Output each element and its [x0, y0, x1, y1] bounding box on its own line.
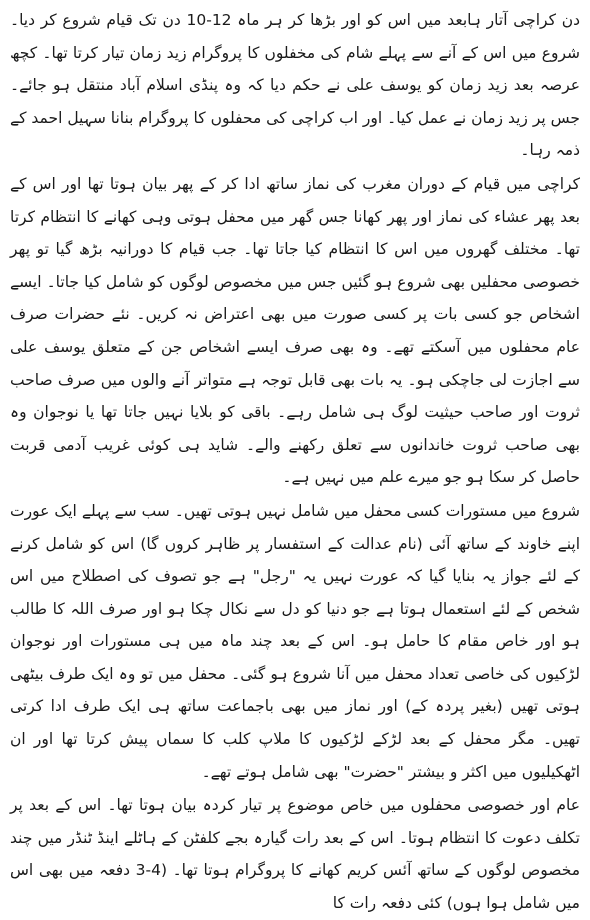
paragraph-4: عام اور خصوصی محفلوں میں خاص موضوع پر تیار کردہ بیان ہوتا تھا۔ اس کے بعد پر تکلف دعوت کا انتظام ہوتا۔ اس کے بعد رات گیارہ بجے کلفٹن کے ہاٹلے اینڈ ٹنڈر میں چند مخصوص لوگوں کے ساتھ آئس کریم کھانے کا پروگرام ہوتا تھا۔ (4-3 دفعہ میں بھی اس میں شامل ہوا ہوں) کئی دفعہ رات کا — [10, 796, 580, 913]
paragraph-1: دن کراچی آتار ہابعد میں اس کو اور بڑھا کر ہر ماہ 12-10 دن تک قیام شروع کر دیا۔ شروع میں اس کے آنے سے پہلے شام کی مخفلوں کا پروگرام زید زمان تیار کرتا تھا۔ کچھ عرصہ بعد زید زمان کو یوسف علی نے حکم دیا کہ وہ پنڈی اسلام آباد منتقل ہو جائے۔ جس پر زید زمان نے عمل کیا۔ اور اب کراچی کی محفلوں کا پروگرام بنانا سہیل احمد کے ذمہ رہا۔ — [10, 11, 580, 160]
document-page — [10, 4, 580, 913]
paragraph-2: کراچی میں قیام کے دوران مغرب کی نماز ساتھ ادا کر کے پھر بیان ہوتا تھا اور اس کے بعد پھر عشاء کی نماز اور پھر کھانا جس گھر میں محفل ہوتی وہی کھانے کا انتظام کرتا تھا۔ مختلف گھروں میں اس کا انتظام کیا جاتا تھا۔ جب قیام کا دورانیہ بڑھ گیا تو پھر خصوصی محفلیں بھی شروع ہو گئیں جس میں مخصوص لوگوں کو شامل کیا جاتا۔ ایسے اشخاص جو کسی بات پر کسی صورت میں بھی اعتراض نہ کریں۔ نئے حضرات صرف عام محفلوں میں آسکتے تھے۔ وہ بھی صرف ایسے اشخاص جن کے متعلق یوسف علی سے اجازت لی جاچکی ہو۔ یہ بات بھی قابل توجہ ہے متواتر آنے والوں میں صرف صاحب ثروت اور صاحب حیثیت لوگ ہی شامل رہے۔ باقی کو بلایا نہیں جاتا تھا یا نوجوان وہ بھی صاحب ثروت خاندانوں سے تعلق رکھنے والے۔ شاید ہی کوئی غریب آدمی قربت حاصل کر سکا ہو جو میرے علم میں نہیں ہے۔ — [10, 174, 580, 487]
paragraph-3: شروع میں مستورات کسی محفل میں شامل نہیں ہوتی تھیں۔ سب سے پہلے ایک عورت اپنے خاوند کے ساتھ آئی (نام عدالت کے استفسار پر ظاہر کروں گا) اس کو شامل کرنے کے لئے جواز یہ بنایا گیا کہ عورت نہیں یہ "رجل" ہے جو تصوف کی اصطلاح میں اس شخص کے لئے استعمال ہوتا ہے جو دنیا کو دل سے نکال چکا ہو اور صرف اللہ کا طالب ہو اور خاص مقام کا حامل ہو۔ اس کے بعد چند ماہ میں ہی مستورات اور نوجوان لڑکیوں کی خاصی تعداد محفل میں آنا شروع ہو گئی۔ محفل میں تو وہ ایک طرف بیٹھی ہوتی تھیں (بغیر پردہ کے) اور نماز میں بھی باجماعت ساتھ ہی ایک طرف ادا کرتی تھیں۔ مگر محفل کے بعد لڑکے لڑکیوں کا ملاپ کلب کا سماں پیش کرتا تھا اور ان اٹھکیلیوں میں اکثر و بیشتر "حضرت" بھی شامل ہوتے تھے۔ — [10, 501, 580, 781]
